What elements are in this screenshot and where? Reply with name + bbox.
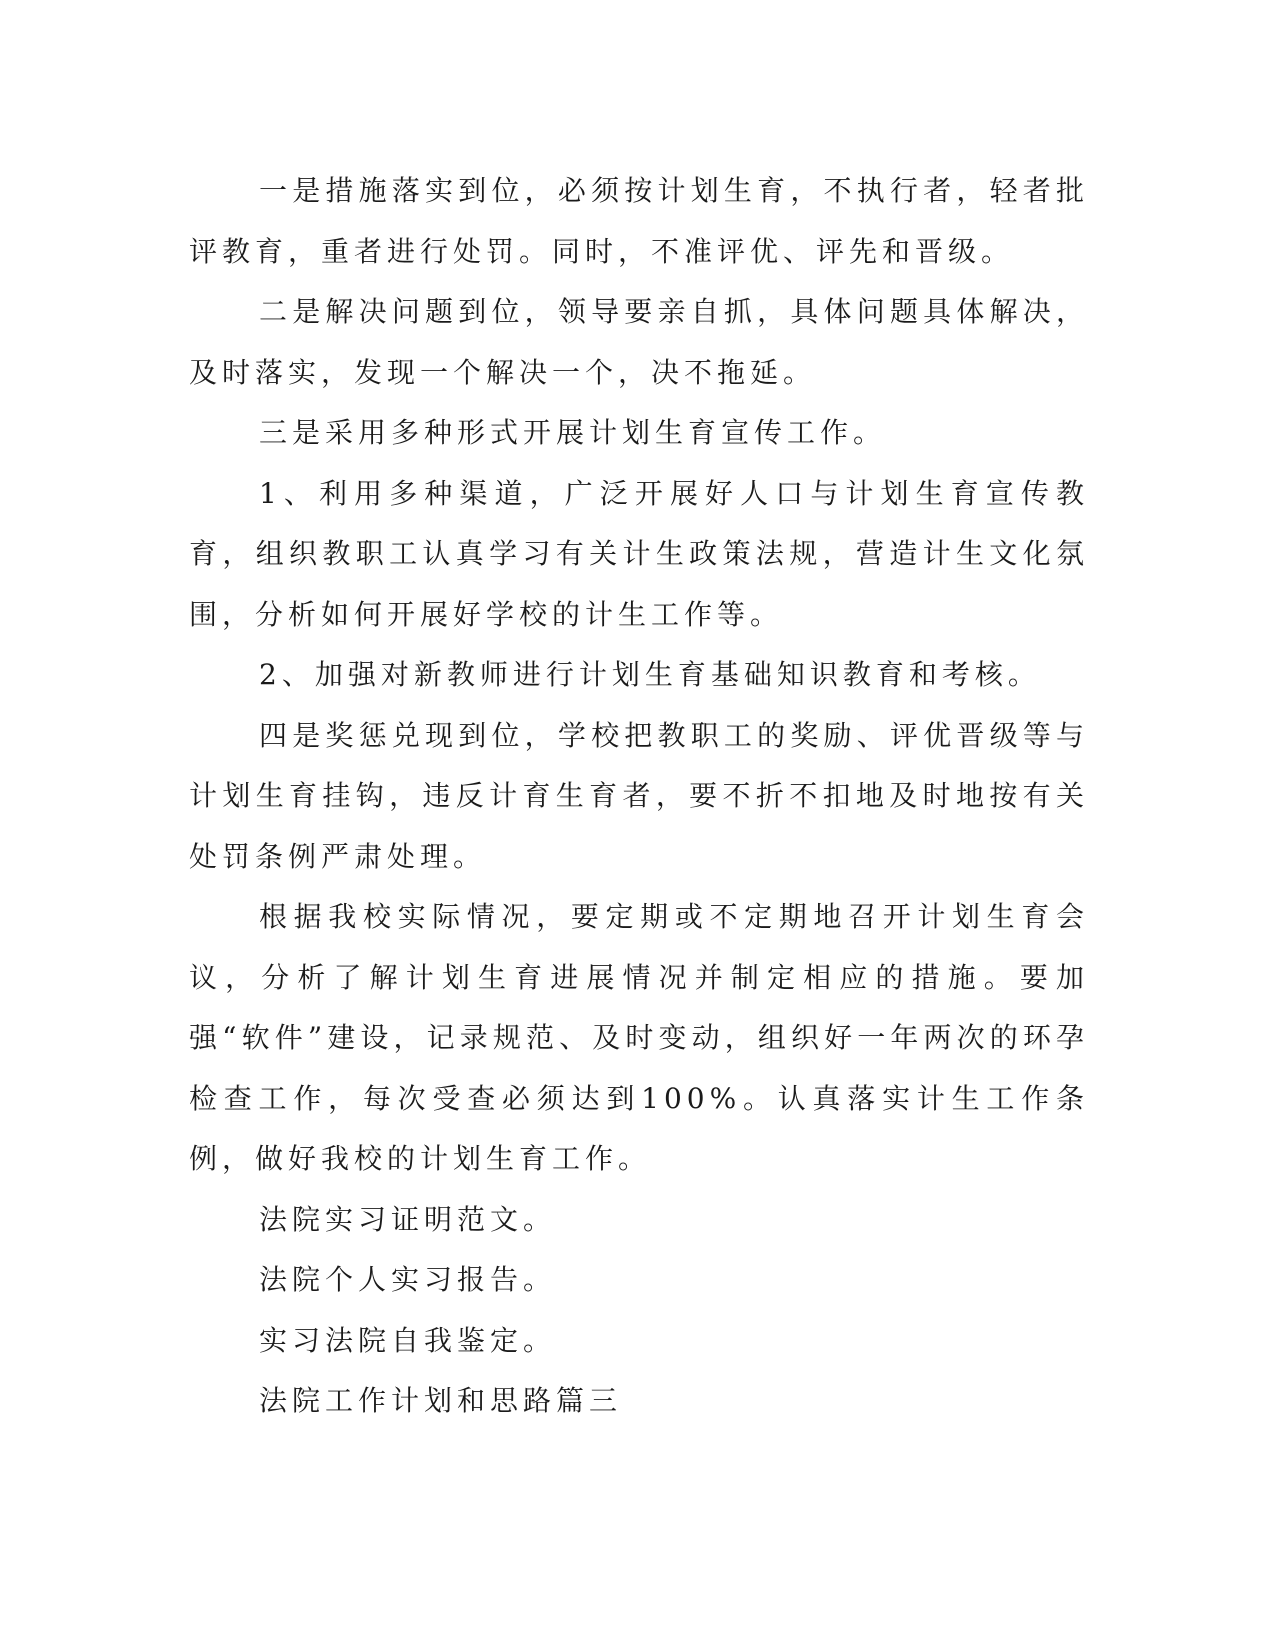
paragraph: 四是奖惩兑现到位，学校把教职工的奖励、评优晋级等与计划生育挂钩，违反计育生育者，要不折不扣地及时地按有关处罚条例严肃处理。 — [189, 718, 1089, 873]
paragraph: 一是措施落实到位，必须按计划生育，不执行者，轻者批评教育，重者进行处罚。同时，不准评优、评先和晋级。 — [189, 174, 1089, 268]
paragraph: 2、加强对新教师进行计划生育基础知识教育和考核。 — [259, 658, 1041, 691]
paragraph: 实习法院自我鉴定。 — [259, 1323, 557, 1357]
paragraph: 法院个人实习报告。 — [259, 1263, 557, 1296]
paragraph: 法院实习证明范文。 — [259, 1202, 557, 1236]
paragraph: 1、利用多种渠道，广泛开展好人口与计划生育宣传教育，组织教职工认真学习有关计生政策法规，营造计生文化氛围，分析如何开展好学校的计生工作等。 — [189, 476, 1089, 631]
document-body — [189, 161, 1089, 1432]
paragraph: 三是采用多种形式开展计划生育宣传工作。 — [259, 416, 887, 449]
paragraph: 二是解决问题到位，领导要亲自抓，具体问题具体解决，及时落实，发现一个解决一个，决不拖延。 — [189, 295, 1089, 389]
section-heading: 法院工作计划和思路篇三 — [259, 1384, 623, 1417]
paragraph: 根据我校实际情况，要定期或不定期地召开计划生育会议，分析了解计划生育进展情况并制定相应的措施。要加强“软件”建设，记录规范、及时变动，组织好一年两次的环孕检查工作，每次受查必须达到100%。认真落实计生工作条例，做好我校的计划生育工作。 — [189, 900, 1089, 1175]
